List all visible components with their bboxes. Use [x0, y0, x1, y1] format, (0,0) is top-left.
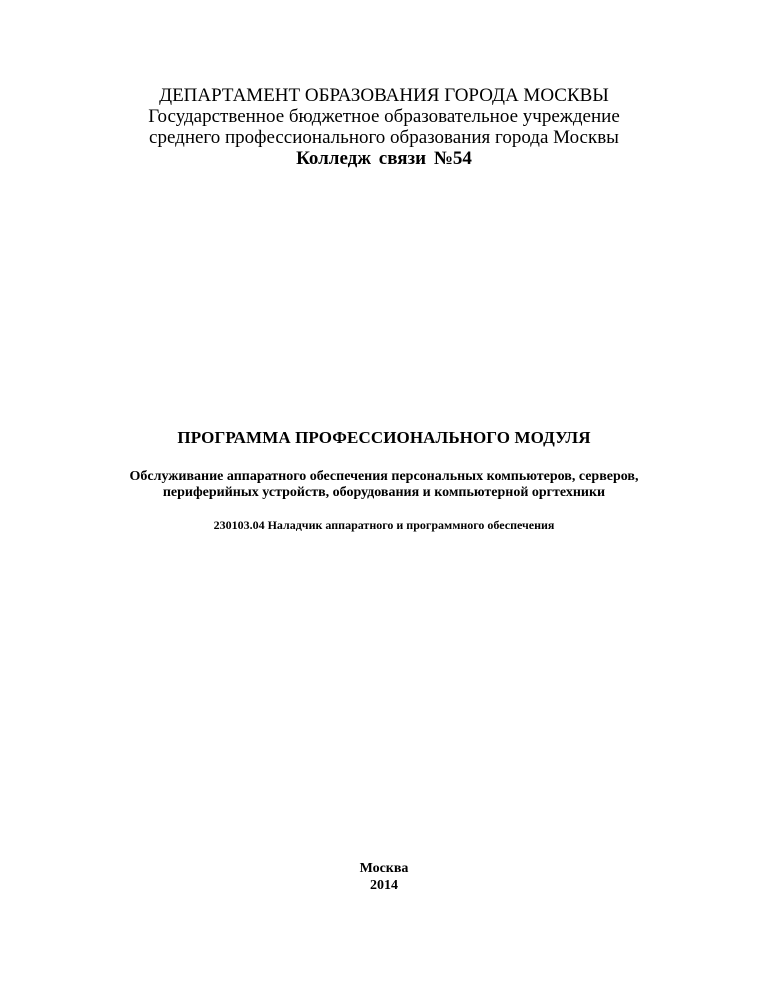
- title-page-header: [0, 85, 768, 170]
- institution-name-line-2: среднего профессионального образования города Москвы: [149, 127, 619, 148]
- place-and-year: [0, 860, 768, 894]
- department-name: ДЕПАРТАМЕНТ ОБРАЗОВАНИЯ ГОРОДА МОСКВЫ: [159, 85, 609, 106]
- module-name-line-1: Обслуживание аппаратного обеспечения персональных компьютеров, серверов,: [129, 469, 639, 484]
- module-name: [0, 469, 768, 501]
- specialty-code-and-name: 230103.04 Наладчик аппаратного и программного обеспечения: [213, 518, 555, 532]
- institution-name-line-1: Государственное бюджетное образовательное учреждение: [148, 106, 620, 127]
- program-title: ПРОГРАММА ПРОФЕССИОНАЛЬНОГО МОДУЛЯ: [177, 428, 591, 447]
- city: Москва: [359, 861, 409, 876]
- year: 2014: [370, 878, 398, 893]
- college-name: Колледж связи №54: [296, 148, 472, 169]
- module-name-line-2: периферийных устройств, оборудования и компьютерной оргтехники: [162, 485, 606, 500]
